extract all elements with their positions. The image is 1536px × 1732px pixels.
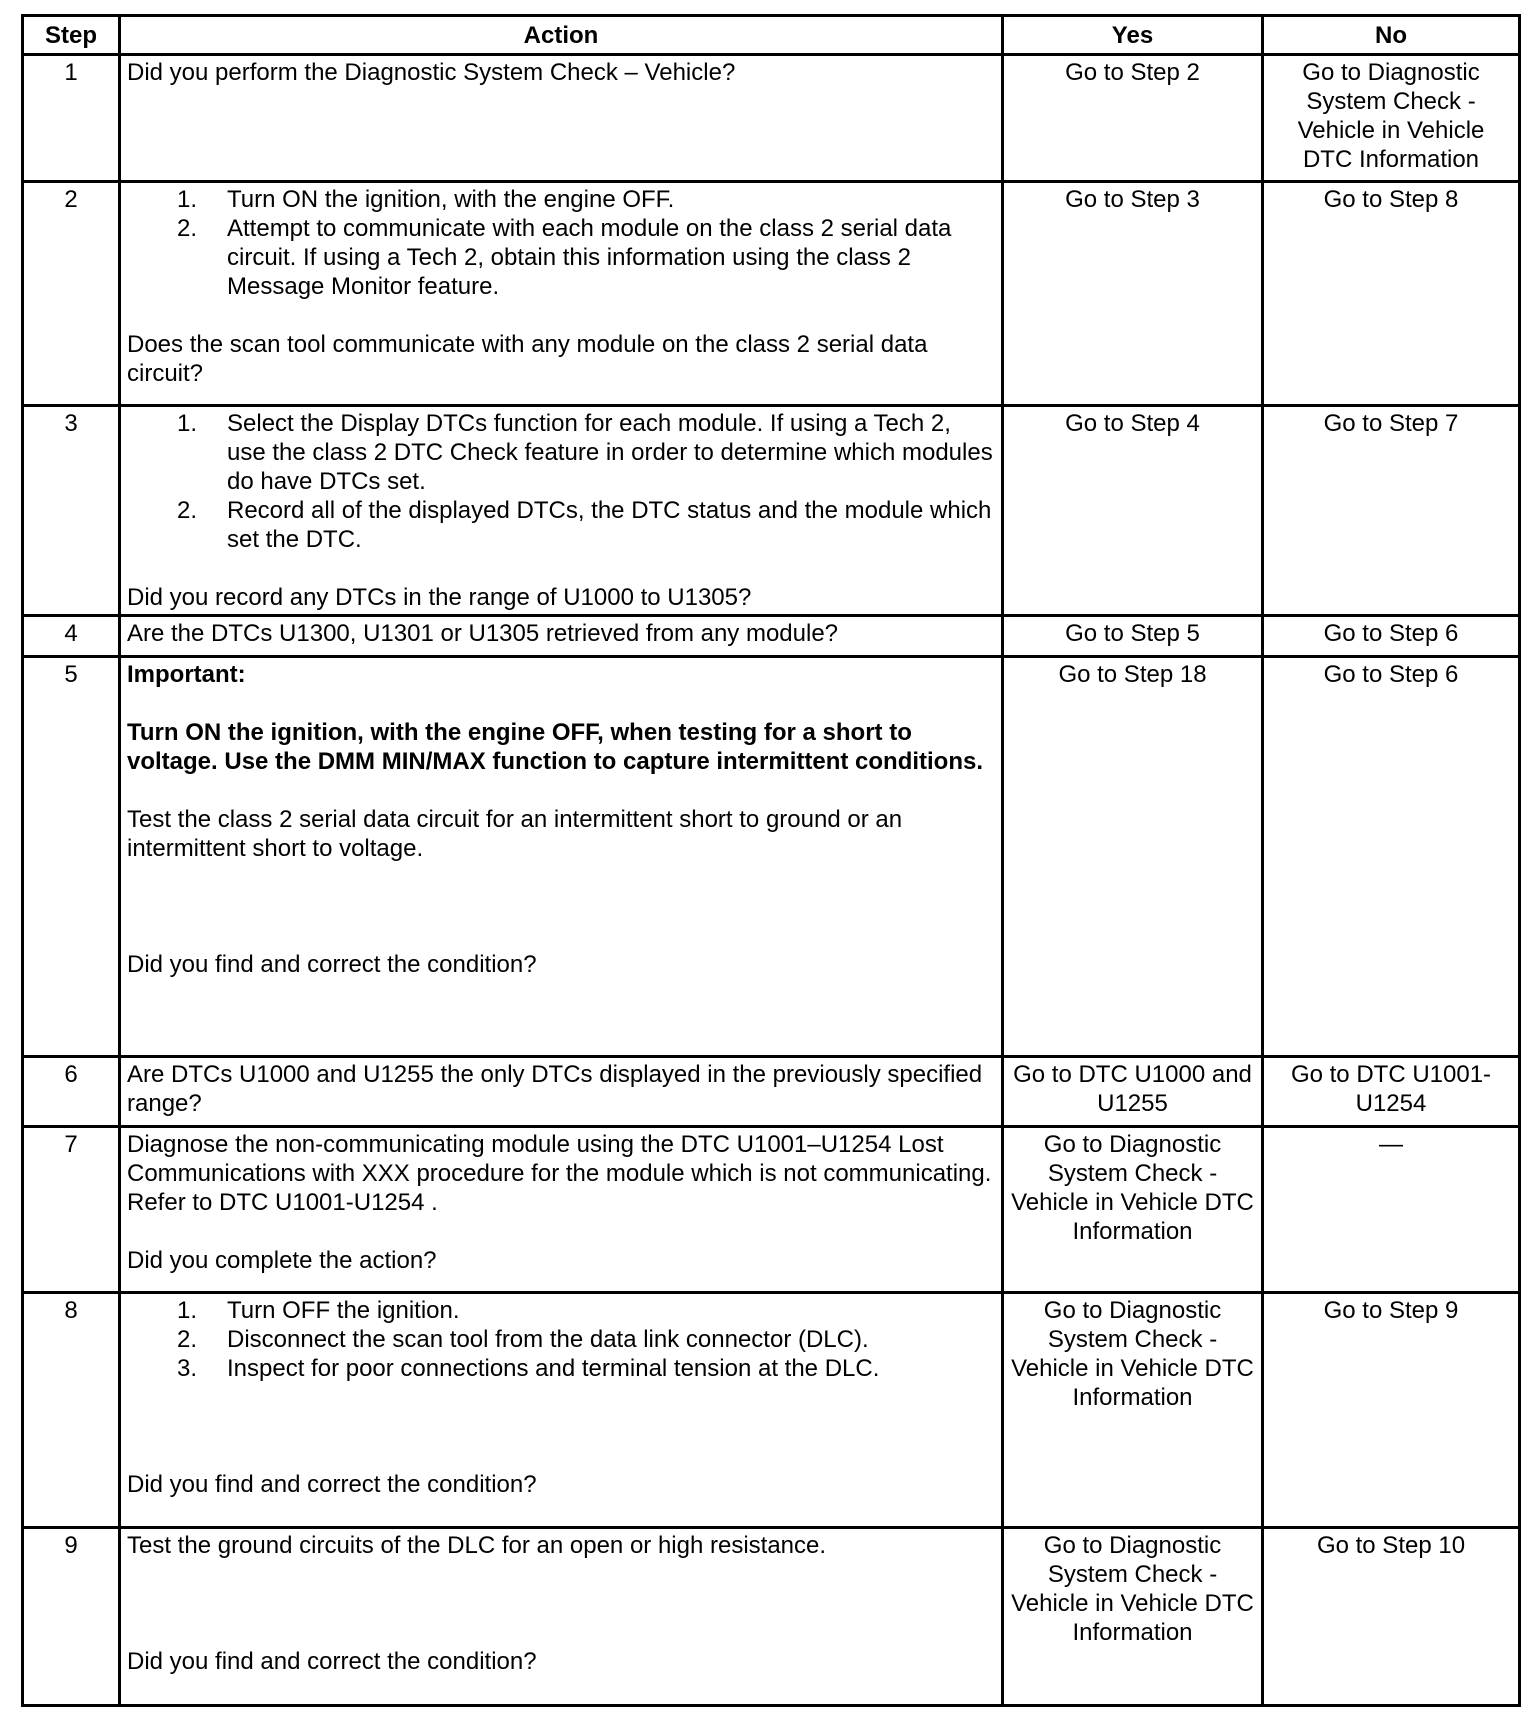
- action-steps-list: [127, 1296, 995, 1383]
- action-cell: [120, 1293, 1003, 1528]
- step-number: 6: [23, 1057, 120, 1127]
- action-question: Did you find and correct the condition?: [127, 1648, 537, 1675]
- action-text: Are the DTCs U1300, U1301 or U1305 retrieved from any module?: [127, 620, 839, 647]
- no-cell: —: [1263, 1127, 1520, 1293]
- step-number: 8: [23, 1293, 120, 1528]
- action-cell: [120, 657, 1003, 1057]
- list-item: 2. Record all of the displayed DTCs, the DTC status and the module which set the DTC.: [177, 497, 992, 553]
- action-text: Diagnose the non-communicating module using the DTC U1001–U1254 Lost Communications with XXX procedure for the module which is not communicating. Refer to DTC U1001-U1254 .: [127, 1131, 992, 1216]
- table-row: [23, 55, 1520, 182]
- list-item: 1. Turn OFF the ignition.: [177, 1297, 460, 1324]
- list-item: 2. Attempt to communicate with each module on the class 2 serial data circuit. If using a Tech 2, obtain this information using the class 2 Message Monitor feature.: [177, 215, 952, 300]
- action-question: Did you record any DTCs in the range of U1000 to U1305?: [127, 584, 752, 611]
- table-row: [23, 657, 1520, 1057]
- table-row: [23, 616, 1520, 657]
- list-number: 2.: [177, 215, 198, 242]
- table-row: [23, 1057, 1520, 1127]
- yes-cell: Go to Step 4: [1003, 406, 1263, 616]
- step-number: 1: [23, 55, 120, 182]
- header-row: [23, 16, 1520, 55]
- yes-cell: Go to DTC U1000 and U1255: [1003, 1057, 1263, 1127]
- list-number: 2.: [177, 497, 198, 524]
- list-item: 2. Disconnect the scan tool from the data link connector (DLC).: [177, 1326, 869, 1353]
- diagnostic-table: [21, 14, 1521, 1707]
- action-question: Does the scan tool communicate with any module on the class 2 serial data circuit?: [127, 331, 928, 387]
- no-cell: Go to Diagnostic System Check - Vehicle in Vehicle DTC Information: [1263, 55, 1520, 182]
- no-cell: Go to Step 9: [1263, 1293, 1520, 1528]
- table-row: [23, 1528, 1520, 1706]
- no-cell: Go to Step 6: [1263, 616, 1520, 657]
- no-cell: Go to Step 7: [1263, 406, 1520, 616]
- action-steps-list: [127, 185, 995, 301]
- action-text: Test the ground circuits of the DLC for an open or high resistance.: [127, 1532, 827, 1559]
- important-note: Turn ON the ignition, with the engine OFF, when testing for a short to voltage. Use the DMM MIN/MAX function to capture intermittent conditions.: [127, 719, 984, 775]
- action-cell: [120, 1057, 1003, 1127]
- step-number: 4: [23, 616, 120, 657]
- yes-cell: Go to Diagnostic System Check - Vehicle in Vehicle DTC Information: [1003, 1528, 1263, 1706]
- action-text: Test the class 2 serial data circuit for an intermittent short to ground or an intermittent short to voltage.: [127, 806, 903, 862]
- yes-cell: Go to Diagnostic System Check - Vehicle in Vehicle DTC Information: [1003, 1127, 1263, 1293]
- header-action: Action: [120, 16, 1003, 55]
- yes-cell: Go to Step 18: [1003, 657, 1263, 1057]
- yes-cell: Go to Step 2: [1003, 55, 1263, 182]
- no-cell: Go to DTC U1001-U1254: [1263, 1057, 1520, 1127]
- list-number: 1.: [177, 410, 198, 437]
- step-number: 7: [23, 1127, 120, 1293]
- action-cell: [120, 1127, 1003, 1293]
- no-cell: Go to Step 8: [1263, 182, 1520, 406]
- no-cell: Go to Step 6: [1263, 657, 1520, 1057]
- step-number: 5: [23, 657, 120, 1057]
- action-cell: [120, 55, 1003, 182]
- list-item: 1. Select the Display DTCs function for each module. If using a Tech 2, use the class 2 DTC Check feature in order to determine which modules do have DTCs set.: [177, 410, 993, 495]
- action-question: Did you find and correct the condition?: [127, 1471, 537, 1498]
- action-question: Did you complete the action?: [127, 1247, 437, 1274]
- list-number: 3.: [177, 1355, 198, 1382]
- step-number: 9: [23, 1528, 120, 1706]
- no-cell: Go to Step 10: [1263, 1528, 1520, 1706]
- header-yes: Yes: [1003, 16, 1263, 55]
- list-item: 1. Turn ON the ignition, with the engine OFF.: [177, 186, 675, 213]
- action-text: Did you perform the Diagnostic System Check – Vehicle?: [127, 59, 736, 86]
- action-cell: [120, 616, 1003, 657]
- action-cell: [120, 1528, 1003, 1706]
- step-number: 2: [23, 182, 120, 406]
- table-row: [23, 1293, 1520, 1528]
- important-label: Important:: [127, 661, 246, 688]
- list-number: 1.: [177, 1297, 198, 1324]
- table-row: [23, 182, 1520, 406]
- yes-cell: Go to Step 5: [1003, 616, 1263, 657]
- action-text: Are DTCs U1000 and U1255 the only DTCs displayed in the previously specified range?: [127, 1061, 983, 1117]
- header-no: No: [1263, 16, 1520, 55]
- list-number: 2.: [177, 1326, 198, 1353]
- action-cell: [120, 182, 1003, 406]
- list-number: 1.: [177, 186, 198, 213]
- yes-cell: Go to Diagnostic System Check - Vehicle in Vehicle DTC Information: [1003, 1293, 1263, 1528]
- list-item: 3. Inspect for poor connections and terminal tension at the DLC.: [177, 1355, 880, 1382]
- table-row: [23, 1127, 1520, 1293]
- action-steps-list: [127, 409, 995, 554]
- action-cell: [120, 406, 1003, 616]
- action-question: Did you find and correct the condition?: [127, 951, 537, 978]
- header-step: Step: [23, 16, 120, 55]
- table-row: [23, 406, 1520, 616]
- yes-cell: Go to Step 3: [1003, 182, 1263, 406]
- step-number: 3: [23, 406, 120, 616]
